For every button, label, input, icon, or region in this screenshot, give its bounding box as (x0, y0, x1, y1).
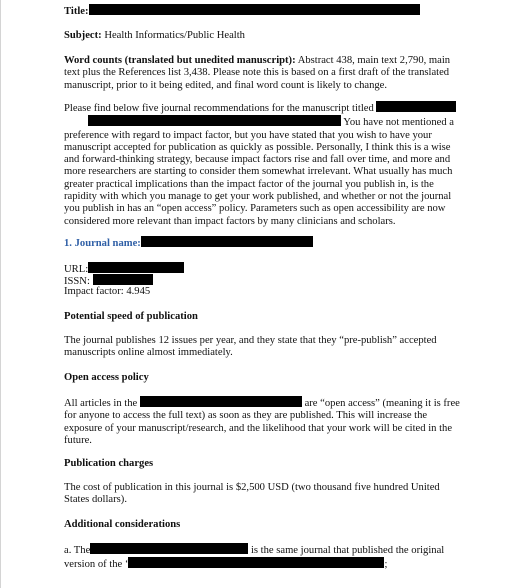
intro-paragraph (64, 101, 463, 228)
additional-text-2: is the same journal that published the original (250, 545, 445, 556)
redacted-open-journal (140, 396, 302, 407)
additional-paragraph (64, 543, 463, 572)
intro-text-2: You have not mentioned a (343, 117, 454, 129)
subject-label: Subject: (64, 30, 102, 41)
additional-text-4: ; (384, 559, 388, 571)
redacted-title (89, 4, 420, 15)
title-line (64, 4, 463, 18)
issn-label: ISSN: (64, 276, 90, 287)
title-label: Title: (64, 6, 89, 17)
additional-text-1: a. The (64, 545, 91, 556)
intro-text-1: Please find below five journal recommendations for the manuscript titled (64, 103, 374, 114)
open-access-text-2: are “open access” (meaning it is free (304, 398, 460, 409)
open-access-heading: Open access policy (64, 372, 149, 383)
intro-text-3: preference with regard to impact factor, but you have stated that you wish to have your manuscript accepted for publication as quickly as possible. Personally, I think this is a wise and forward-thinking strategy, because impact factors rise and fall over time, and more and more researchers are starting to consider them somewhat irrelevant. What usually has much greater practical implications than the impact factor of the journal you publish in, is the rapidity with which you manage to get your work published, and whether or not the journal you publish in has an “open access” policy. Parameters such as open accessibility are now considered more relevant than impact factors by many clinicians and scholars. (64, 129, 453, 227)
journal-heading (64, 236, 463, 250)
charges-text: The cost of publication in this journal is $2,500 USD (two thousand five hundred United States dollars). (64, 482, 440, 506)
impact-factor: Impact factor: 4.945 (64, 286, 151, 297)
url-label: URL: (64, 264, 89, 275)
redacted-manuscript-title-a (376, 101, 456, 112)
redacted-additional-journal (90, 543, 248, 554)
additional-text-3: version of the ‘ (64, 559, 129, 571)
redacted-journal-name (141, 236, 313, 247)
redacted-url (88, 262, 184, 273)
redacted-manuscript-title-b (88, 115, 341, 126)
additional-heading: Additional considerations (64, 519, 181, 530)
open-access-text-3: for anyone to access the full text) as soon as they are published. This will increase the exposure of your manuscript/research, and the likelihood that your work will be cited in the future. (64, 410, 453, 446)
redacted-issn (93, 274, 153, 285)
word-count-paragraph (64, 55, 463, 92)
subject-value: Health Informatics/Public Health (104, 30, 245, 41)
speed-heading: Potential speed of publication (64, 311, 198, 322)
word-count-text: Abstract 438, main text 2,790, main text plus the References list 3,438. Please note this is based on a first draft of the translated manuscript, prior to it being edited, and final word count is likely to change. (64, 55, 451, 91)
open-access-paragraph (64, 396, 463, 447)
impact-factor-line (64, 286, 463, 298)
charges-heading: Publication charges (64, 458, 154, 469)
word-count-label: Word counts (translated but unedited manuscript): (64, 55, 296, 66)
speed-text: The journal publishes 12 issues per year, and they state that they “pre-publish” accepted manuscripts online almost immediately. (64, 335, 437, 359)
subject-line (64, 30, 463, 42)
redacted-original-title (128, 557, 384, 568)
open-access-text-1: All articles in the (64, 398, 138, 409)
journal-name-label: 1. Journal name: (64, 238, 141, 249)
